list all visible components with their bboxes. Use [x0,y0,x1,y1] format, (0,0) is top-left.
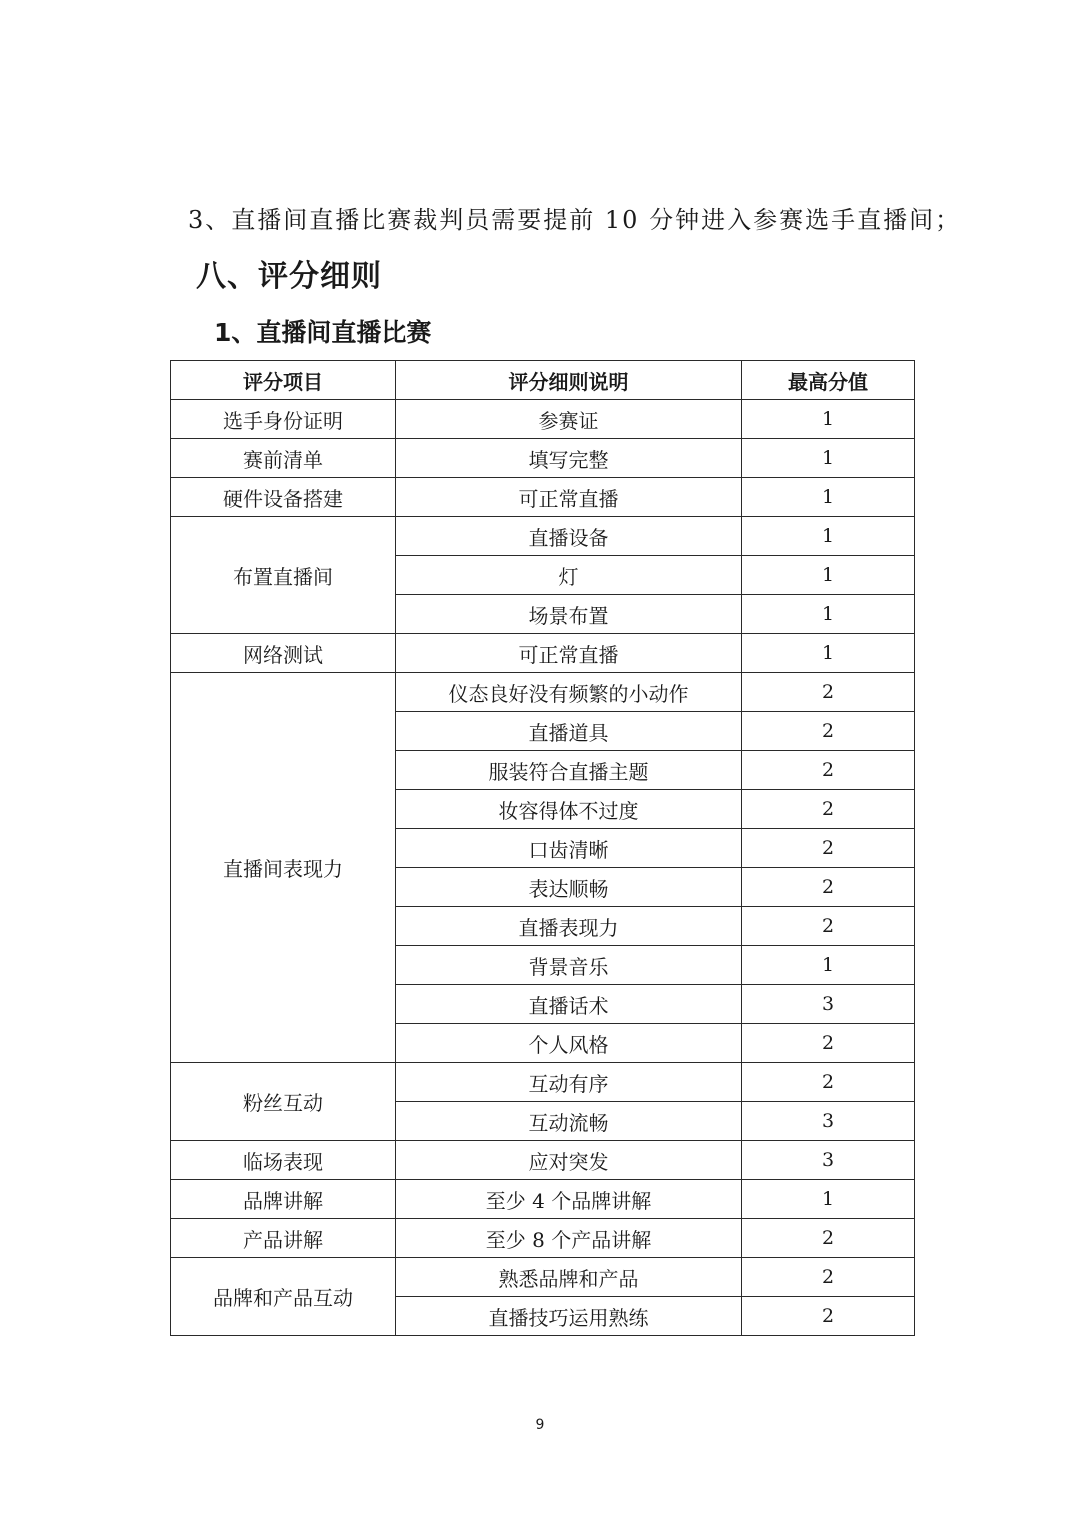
scoring-item-cell: 品牌讲解 [171,1180,396,1219]
criteria-description-cell: 灯 [396,556,742,595]
table-body [171,400,915,1336]
scoring-item-cell: 布置直播间 [171,517,396,634]
scoring-table [170,360,915,1336]
max-score-cell: 2 [742,712,915,751]
max-score-cell: 2 [742,1219,915,1258]
max-score-cell: 1 [742,1180,915,1219]
max-score-cell: 2 [742,1024,915,1063]
header-description: 评分细则说明 [396,361,742,400]
scoring-item-cell: 品牌和产品互动 [171,1258,396,1336]
max-score-cell: 1 [742,478,915,517]
max-score-cell: 1 [742,556,915,595]
table-row [171,1063,915,1102]
table-row [171,478,915,517]
criteria-description-cell: 至少 4 个品牌讲解 [396,1180,742,1219]
header-item: 评分项目 [171,361,396,400]
max-score-cell: 1 [742,439,915,478]
criteria-description-cell: 口齿清晰 [396,829,742,868]
table-row [171,1219,915,1258]
max-score-cell: 1 [742,517,915,556]
criteria-description-cell: 可正常直播 [396,478,742,517]
criteria-description-cell: 直播表现力 [396,907,742,946]
table-row [171,400,915,439]
max-score-cell: 2 [742,829,915,868]
max-score-cell: 1 [742,634,915,673]
scoring-item-cell: 临场表现 [171,1141,396,1180]
max-score-cell: 2 [742,790,915,829]
scoring-item-cell: 产品讲解 [171,1219,396,1258]
max-score-cell: 3 [742,985,915,1024]
subsection-heading: 1、直播间直播比赛 [214,318,432,347]
table-row [171,673,915,712]
criteria-description-cell: 直播设备 [396,517,742,556]
criteria-description-cell: 熟悉品牌和产品 [396,1258,742,1297]
table-row [171,517,915,556]
section-heading: 八、评分细则 [196,259,382,294]
scoring-item-cell: 直播间表现力 [171,673,396,1063]
criteria-description-cell: 填写完整 [396,439,742,478]
table-row [171,1180,915,1219]
max-score-cell: 2 [742,868,915,907]
criteria-description-cell: 服装符合直播主题 [396,751,742,790]
criteria-description-cell: 至少 8 个产品讲解 [396,1219,742,1258]
max-score-cell: 2 [742,1063,915,1102]
table-row [171,1141,915,1180]
max-score-cell: 3 [742,1102,915,1141]
table-row [171,634,915,673]
max-score-cell: 3 [742,1141,915,1180]
scoring-item-cell: 赛前清单 [171,439,396,478]
table-row [171,1258,915,1297]
page-number: 9 [535,1417,545,1433]
max-score-cell: 1 [742,946,915,985]
max-score-cell: 2 [742,673,915,712]
scoring-item-cell: 网络测试 [171,634,396,673]
criteria-description-cell: 互动有序 [396,1063,742,1102]
criteria-description-cell: 场景布置 [396,595,742,634]
max-score-cell: 1 [742,400,915,439]
table-row [171,439,915,478]
paragraph-judge-note: 3、直播间直播比赛裁判员需要提前 10 分钟进入参赛选手直播间； [188,206,962,234]
criteria-description-cell: 直播话术 [396,985,742,1024]
criteria-description-cell: 参赛证 [396,400,742,439]
criteria-description-cell: 仪态良好没有频繁的小动作 [396,673,742,712]
header-max-score: 最高分值 [742,361,915,400]
criteria-description-cell: 妆容得体不过度 [396,790,742,829]
max-score-cell: 1 [742,595,915,634]
criteria-description-cell: 个人风格 [396,1024,742,1063]
criteria-description-cell: 直播技巧运用熟练 [396,1297,742,1336]
max-score-cell: 2 [742,751,915,790]
criteria-description-cell: 互动流畅 [396,1102,742,1141]
max-score-cell: 2 [742,1297,915,1336]
table-header-row [171,361,915,400]
criteria-description-cell: 可正常直播 [396,634,742,673]
max-score-cell: 2 [742,1258,915,1297]
criteria-description-cell: 应对突发 [396,1141,742,1180]
max-score-cell: 2 [742,907,915,946]
scoring-item-cell: 硬件设备搭建 [171,478,396,517]
scoring-item-cell: 粉丝互动 [171,1063,396,1141]
criteria-description-cell: 直播道具 [396,712,742,751]
criteria-description-cell: 背景音乐 [396,946,742,985]
scoring-item-cell: 选手身份证明 [171,400,396,439]
criteria-description-cell: 表达顺畅 [396,868,742,907]
